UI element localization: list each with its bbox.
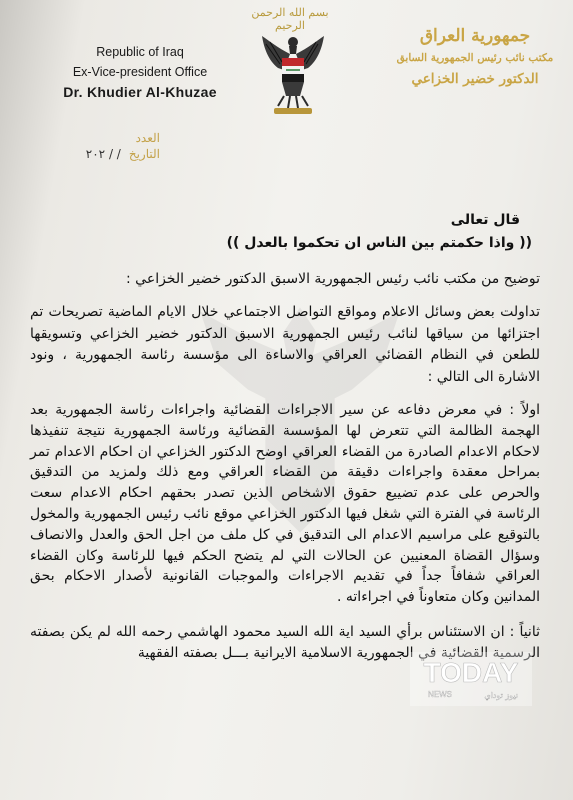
letter-body	[30, 210, 540, 665]
logo-subtext: NEWS	[428, 690, 452, 699]
statement-intro: توضيح من مكتب نائب رئيس الجمهورية الاسبق الدكتور خضير الخزاعي :	[126, 271, 540, 287]
paragraph-second-point: ثانياً : ان الاستئناس برأي السيد اية الله السيد محمود الهاشمي رحمه الله لم يكن بصفته الرسمية القضائية في الجمهورية الاسلامية الايرانية بـــل بصفته الفقهية	[30, 623, 540, 662]
arabic-header-country: جمهورية العراق	[419, 26, 531, 46]
reference-date-label: التاريخ	[128, 147, 160, 161]
paragraph-context: تداولت بعض وسائل الاعلام ومواقع التواصل الاجتماعي خلال الايام الماضية تصريحات تم اجتزائها من سياقها لنائب رئيس الجمهورية الاسبق الدكتور خضير الخزاعي وتسويقها للطعن في النظام القضائي العراقي والاساءة الى مؤسسة رئاسة الجمهورية ، ونود الاشارة الى التالي :	[30, 304, 540, 385]
english-header-name: Dr. Khudier Al-Khuzae	[63, 84, 217, 100]
verse-label: قال تعالى	[450, 212, 520, 228]
quran-verse: (( واذا حكمتم بين الناس ان تحكموا بالعدل ))	[226, 235, 532, 251]
logo-arabic: نيوز توداي	[484, 691, 518, 700]
arabic-header-name: الدكتور خضير الخزاعي	[411, 71, 539, 87]
basmala: بسم الله الرحمن الرحيم	[251, 6, 329, 32]
reference-number-row	[40, 130, 160, 146]
today-news-logo	[410, 652, 532, 706]
english-header-office: Ex-Vice-president Office	[72, 65, 208, 79]
iraq-eagle-emblem-icon	[260, 34, 326, 120]
arabic-header	[395, 24, 555, 90]
arabic-header-office: مكتب نائب رئيس الجمهورية السابق	[396, 52, 554, 64]
reference-date-row	[40, 146, 160, 162]
english-header	[40, 42, 240, 102]
reference-block	[40, 130, 160, 162]
english-header-country: Republic of Iraq	[96, 45, 184, 59]
paragraph-first-point: اولاً : في معرض دفاعه عن سير الاجراءات القضائية واجراءات رئاسة الجمهورية بعد الهجمة الظالمة التي تتعرض لها المؤسسة القضائية ورئاسة الجمهورية نتيجة تنفيذها لاحكام الاعدام الصادرة من القضاء العراقي اوضح الدكتور الخزاعي ان احكام الاعدام تمر بمراحل معقدة واجراءات دقيقة من القضاء العراقي ومع ذلك ولمزيد من التدقيق والحرص على عدم تضييع حقوق الاشخاص الذين تصدر بحقهم احكام الاعدام سعت الرئاسة في الفترة التي شغل فيها الدكتور الخزاعي موقع نائب رئيس الجمهورية والمخول بالتوقيع على مراسيم الاعدام الى التدقيق في كل ملف من اجل الحق والعدل والانصاف وسؤال القضاة المعنيين عن الحالات التي لم يتضح الحكم فيها للرئاسة وكان القضاء العراقي شفافاً جداً في تقديم الاجراءات والموجبات القانونية لأصدار الاحكام بحق المدانين وكان متعاوناً في اجراءاته .	[30, 402, 540, 606]
logo-wordmark: TODAY	[423, 657, 519, 688]
reference-number-label: العدد	[135, 131, 160, 145]
reference-date-value: / / ٢٠٢	[85, 147, 121, 161]
